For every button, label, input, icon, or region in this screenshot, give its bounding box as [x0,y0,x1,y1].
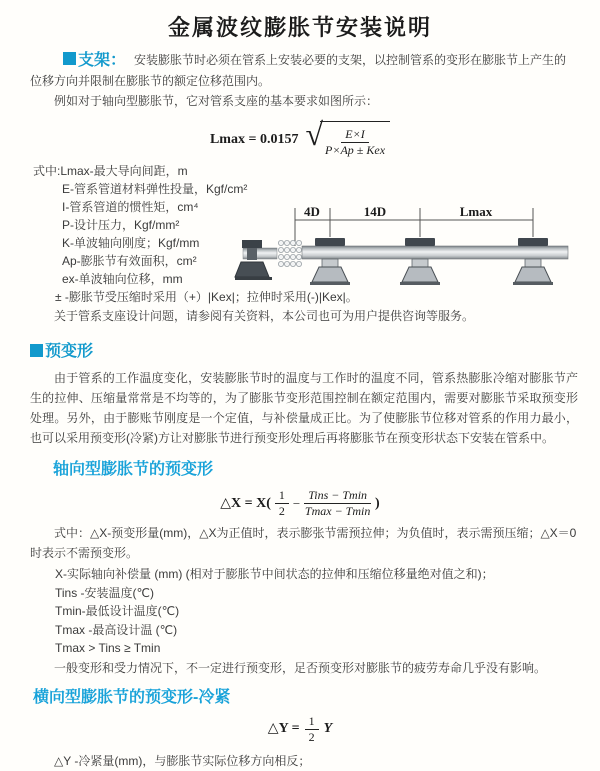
definition-line: P-设计压力，Kgf/mm² [62,218,180,232]
pipe-support-diagram [238,204,594,304]
lmax-formula-denominator: P×Ap ± Kex [325,143,386,157]
definition-line: I-管系管道的惯性矩，cm⁴ [62,200,199,214]
definition-line: 式中:Lmax-最大导向间距，m [33,164,188,178]
one-half-fraction: $\frac{1}{2}$ [275,488,289,519]
lateral-formula-variable: Y [323,721,333,736]
lateral-formula-lhs: △Y = [267,721,300,736]
axial-explain-text: 式中：△X-预变形量(mm)，△X为正值时，表示膨张节需预拉伸；为负值时，表示需预压缩；△X＝0时表示不需预变形。 [30,526,577,560]
dim-label-lmax: Lmax [459,204,493,219]
subheading-lateral-predeform: 横向型膨胀节的预变形-冷紧 [33,688,231,706]
minus-operator: − [292,495,301,511]
support-example-text: 例如对于轴向型膨胀节，它对管系支座的基本要求如图所示： [54,94,379,108]
axial-predeform-formula [0,488,600,519]
anchor-support [235,240,272,280]
dim-label-4d: 4D [304,204,320,219]
document-page [0,14,600,768]
blue-square-marker [30,344,43,357]
blue-square-marker [63,52,76,65]
lmax-formula [0,116,600,158]
dim-label-14d: 14D [363,204,387,219]
definition-line: Tmin-最低设计温度(℃) [55,604,180,618]
sqrt-expression [305,116,390,158]
one-half-fraction: $\frac{1}{2}$ [305,714,319,745]
bellows-coils [278,240,301,266]
definition-line: Ap-膨胀节有效面积，cm² [62,254,197,268]
definition-line: E-管系管道材料弹性投量，Kgf/cm² [62,182,248,196]
definition-line: ex-单波轴向位移，mm [62,272,183,286]
lateral-definition-text: △Y -冷紧量(mm)，与膨胀节实际位移方向相反； [54,753,311,768]
lmax-formula-numerator: E×I [341,127,368,143]
lateral-predeform-formula [0,714,600,745]
axial-formula-lhs: △X = X( [220,495,271,511]
support-intro-paragraph [30,50,578,91]
definition-line: K-单波轴向刚度；Kgf/mm [62,236,200,250]
sqrt-radical-icon: √ [305,116,324,152]
section-heading-support: 支架： [78,52,127,69]
guide-support [513,238,553,285]
axial-closing-text: 一般变形和受力情况下，不一定进行预变形，足否预变形对膨胀节的疲劳寿命几乎没有影响。 [54,660,547,675]
predeform-paragraph: 由于管系的工作温度变化，安装膨胀节时的温度与工作时的温度不同，管系热膨胀冷缩对膨胀节产生的拉伸、压缩量常常是不均等的，为了膨胀节变形范围控制在额定范围内，需要对膨胀节采取预变形处理。另外，由于膨账节刚度是一个定值，与补偿量成正比。为了使膨胀节位移对管系的作用力最小，也可以采用预变形(冷紧)方让对膨胀节进行预变形处理后再将膨胀节在预变形状态下安装在管系中。 [30,371,578,445]
guide-support [400,238,440,285]
subheading-axial-predeform: 轴向型膨胀节的预变形 [53,461,214,478]
section-heading-predeform: 预变形 [30,342,578,362]
support-intro-text: 安装膨胀节时必须在管系上安装必要的支架，以控制管系的变形在膨胀节上产生的位移方向并限制在膨胀节的额定位移范围内。 [30,53,567,88]
definition-line: Tmax -最高设计温 (℃) [55,622,178,637]
support-closing-text: 关于管系支座设计问题，请参阅有关资料，本公司也可为用户提供咨询等服务。 [54,309,475,323]
pipe [302,246,568,259]
definition-line: X-实际轴向补偿量 (mm) (相对于膨胀节中间状态的拉伸和压缩位移量绝对值之和)； [55,567,494,581]
axial-definition-list [55,565,600,658]
temperature-ratio-fraction: $\frac{\text{Tins − Tmin}}{Tmax - Tmin}$ [304,488,371,518]
definition-line: ± -膨胀节受压缩时采用（+）|Kex|；拉伸时采用(-)|Kex|。 [55,290,358,304]
page-title: 金属波纹膨胀节安装说明 [167,15,432,40]
axial-formula-close: ) [375,495,380,511]
definition-line: Tins -安装温度(℃) [55,585,155,600]
lmax-formula-lhs: Lmax = 0.0157 [209,131,299,147]
definition-line: Tmax > Tins ≥ Tmin [55,641,161,655]
guide-support [310,238,350,285]
